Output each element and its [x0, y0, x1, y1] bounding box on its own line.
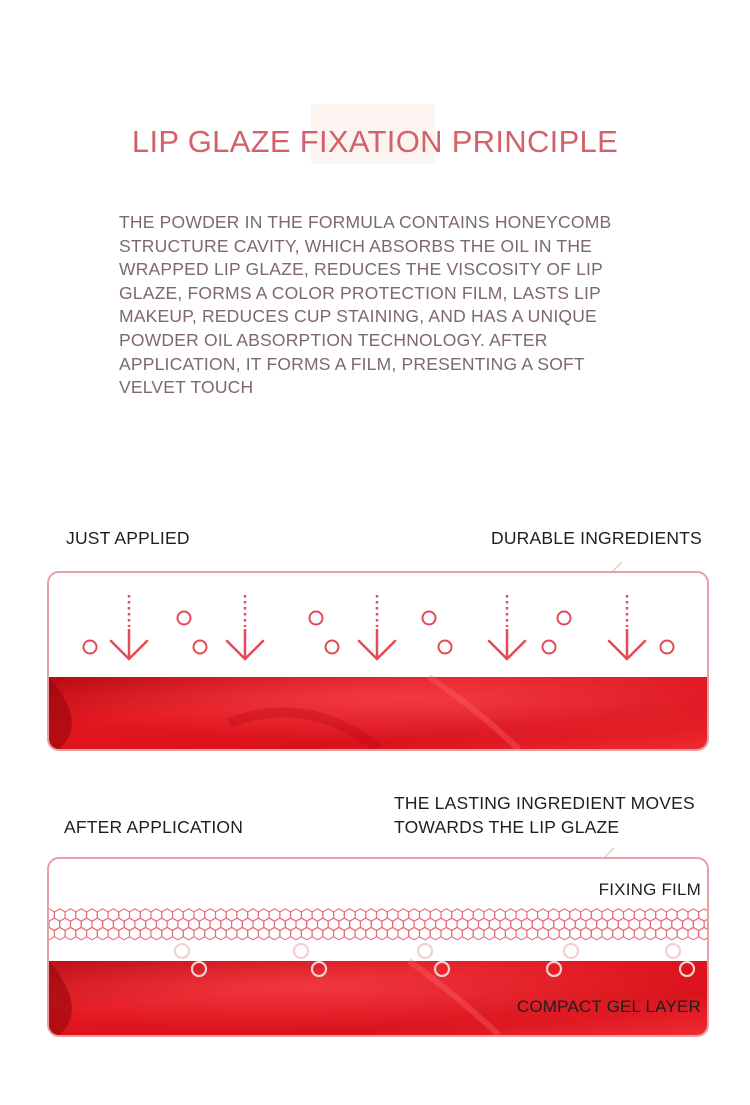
after-application-label: AFTER APPLICATION	[64, 817, 244, 837]
just-applied-panel	[47, 571, 709, 751]
ingredient-circle-icon	[310, 612, 323, 625]
ingredient-circle-icon	[294, 944, 308, 958]
ingredient-circle-icon	[84, 641, 97, 654]
ingredient-circle-icon	[194, 641, 207, 654]
arrow-group	[111, 595, 645, 659]
description-text: THE POWDER IN THE FORMULA CONTAINS HONEYCOMB STRUCTURE CAVITY, WHICH ABSORBS THE OIL IN THE WRAPPED LIP GLAZE, REDUCES THE VISCOSITY OF LIP GLAZE, FORMS A COLOR PROTECTION FILM, LASTS LIP MAKEUP, REDUCES CUP STAINING, AND HAS A UNIQUE POWDER OIL ABSORPTION TECHNOLOGY. AFTER APPLICATION, IT FORMS A FILM, PRESENTING A SOFT VELVET TOUCH	[119, 212, 612, 398]
ingredient-circles	[84, 612, 674, 654]
ingredient-circle-icon	[558, 612, 571, 625]
fixing-film-band	[49, 911, 707, 939]
ingredient-circle-icon	[439, 641, 452, 654]
durable-ingredients-label: DURABLE INGREDIENTS	[491, 528, 702, 548]
lasting-ingredient-label: THE LASTING INGREDIENT MOVES TOWARDS THE LIP GLAZE	[394, 793, 695, 837]
compact-gel-layer-label: COMPACT GEL LAYER	[516, 997, 701, 1016]
just-applied-diagram	[49, 573, 707, 749]
ingredient-circle-icon	[326, 641, 339, 654]
down-arrow-icon	[489, 595, 525, 659]
ingredient-circle-icon	[666, 944, 680, 958]
ingredient-circle-icon	[423, 612, 436, 625]
page-title: LIP GLAZE FIXATION PRINCIPLE	[131, 124, 619, 159]
ingredient-circle-icon	[175, 944, 189, 958]
after-application-panel	[47, 857, 709, 1037]
ingredient-circle-icon	[661, 641, 674, 654]
fixing-film-label: FIXING FILM	[598, 880, 701, 899]
ingredient-circle-icon	[543, 641, 556, 654]
ingredient-circle-icon	[564, 944, 578, 958]
down-arrow-icon	[227, 595, 263, 659]
just-applied-label: JUST APPLIED	[66, 528, 190, 548]
ingredient-circle-icon	[418, 944, 432, 958]
down-arrow-icon	[359, 595, 395, 659]
ingredient-circle-icon	[178, 612, 191, 625]
down-arrow-icon	[609, 595, 645, 659]
down-arrow-icon	[111, 595, 147, 659]
